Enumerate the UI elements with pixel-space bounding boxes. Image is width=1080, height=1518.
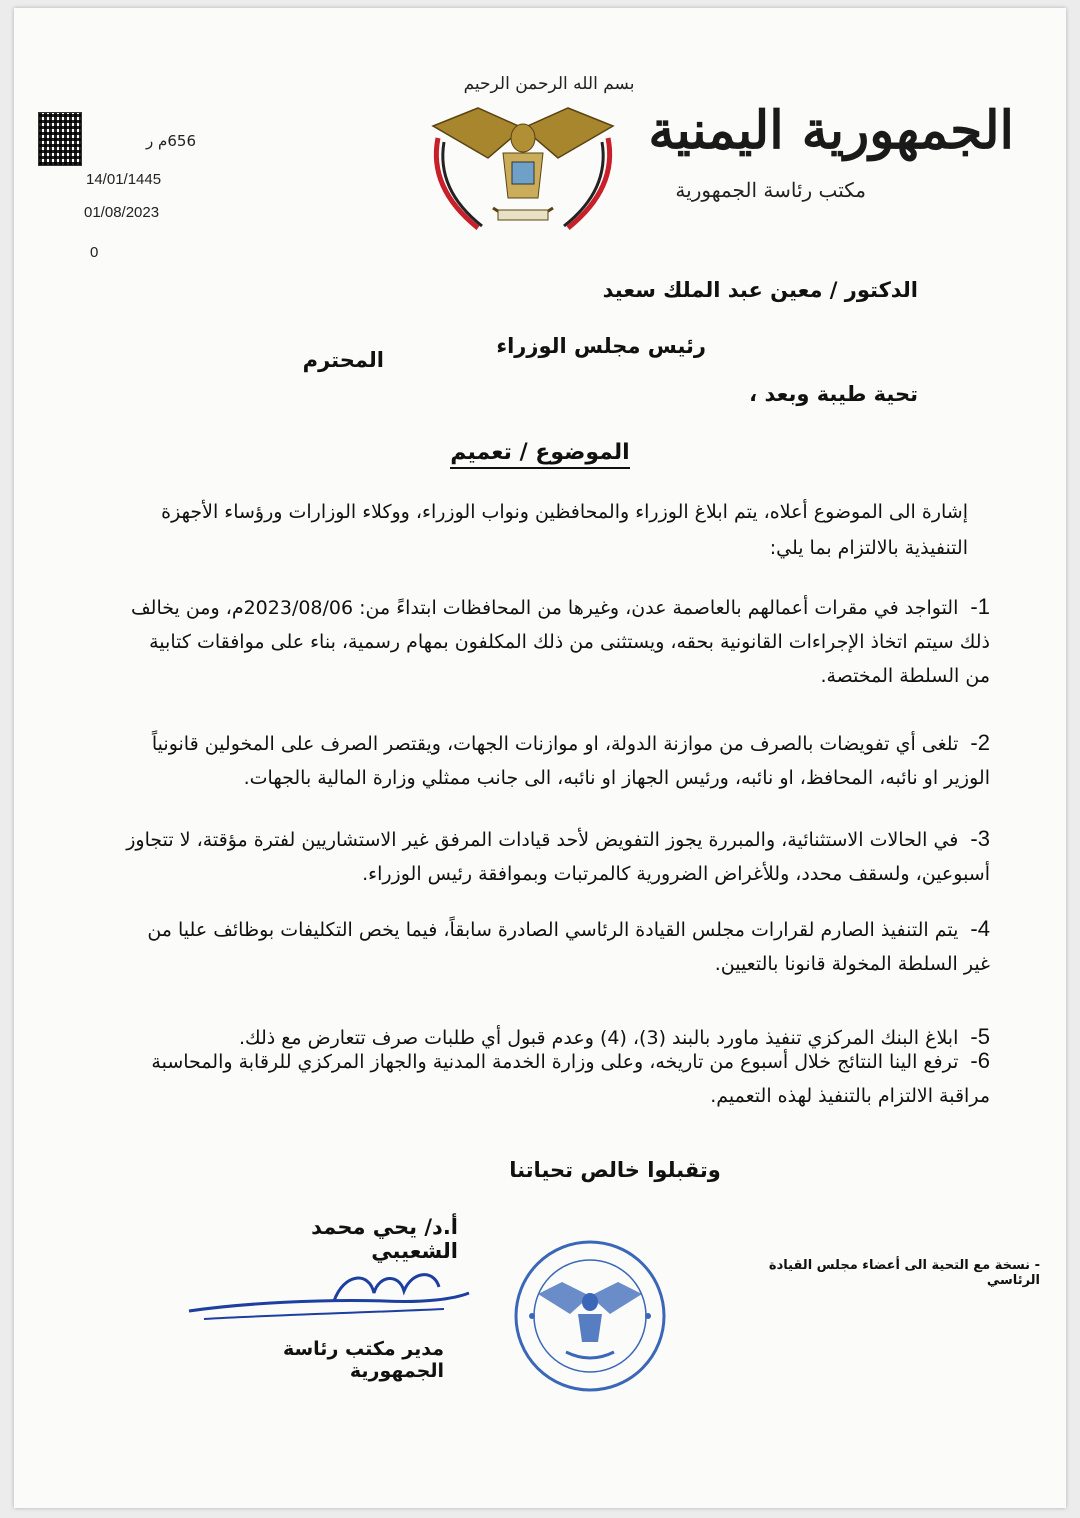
gregorian-date: 01/08/2023 [84,204,160,221]
basmala: بسم الله الرحمن الرحيم [463,74,635,94]
signatory-title: مدير مكتب رئاسة الجمهورية [282,1338,444,1382]
closing-line: وتقبلوا خالص تحياتنا [509,1158,721,1182]
list-item [124,822,990,891]
reference-number: 656م ر [146,132,196,150]
copy-to-note: - نسخة مع التحية الى أعضاء مجلس القيادة الرئاسي [768,1258,1040,1288]
attachments-count: 0 [90,244,99,261]
list-item [124,1044,990,1113]
qr-code [38,112,82,166]
item-number: 1- [970,594,990,619]
handwritten-signature-icon [184,1263,474,1333]
letter-page [14,8,1066,1508]
recipient-name: الدكتور / معين عبد الملك سعيد [602,278,918,302]
item-number: 3- [970,826,990,851]
subject-line [14,440,1066,465]
item-text: تلغى أي تفويضات بالصرف من موازنة الدولة، او موازنات الجهات، ويقتصر الصرف على المخولين قانونياً الوزير او نائبه، المحافظ، او نائبه، ورئيس الجهاز او نائبه، الى جانب ممثلي وزارة المالية بالجهات. [151,733,990,789]
greeting: تحية طيبة وبعد ، [749,382,918,406]
item-text: ترفع الينا النتائج خلال أسبوع من تاريخه، وعلى وزارة الخدمة المدنية والجهاز المركزي للرقابة والمحاسبة مراقبة الالتزام بالتنفيذ لهذه التعميم. [151,1051,990,1107]
item-text: ابلاغ البنك المركزي تنفيذ ماورد بالبند (3)، (4) وعدم قبول أي طلبات صرف تتعارض مع ذلك. [238,1027,959,1049]
republic-title: الجمهورية اليمنية [648,100,1014,161]
hijri-date: 14/01/1445 [86,171,162,188]
list-item [124,726,990,795]
item-number: 2- [970,730,990,755]
list-item [124,912,990,981]
item-number: 5- [970,1024,990,1049]
item-text: في الحالات الاستثنائية، والمبررة يجوز التفويض لأحد قيادات المرفق غير الاستشاريين لفترة مؤقتة، لا تتجاوز أسبوعين، ولسقف محدد، وللأغراض الضرورية كالمرتبات وبموافقة رئيس الوزراء. [126,829,990,885]
item-number: 6- [970,1048,990,1073]
subject-text: الموضوع / تعميم [450,440,629,469]
eagle-emblem-icon [418,98,628,248]
signatory-name: أ.د/ يحي محمد الشعيبي [311,1215,458,1263]
item-text: يتم التنفيذ الصارم لقرارات مجلس القيادة الرئاسي الصادرة سابقاً، فيما يخص التكليفات بوظائف عليا من غير السلطة المخولة قانونا بالتعيين. [147,919,990,975]
item-number: 4- [970,916,990,941]
list-item [124,590,990,693]
intro-paragraph: إشارة الى الموضوع أعلاه، يتم ابلاغ الوزراء والمحافظين ونواب الوزراء، ووكلاء الوزارات ورؤساء الأجهزة التنفيذية بالالتزام بما يلي: [161,501,968,559]
official-stamp-icon [510,1236,670,1396]
item-text: التواجد في مقرات أعمالهم بالعاصمة عدن، وغيرها من المحافظات ابتداءً من: 2023/08/06م، ومن يخالف ذلك سيتم اتخاذ الإجراءات القانونية بحقه، ويستثنى من ذلك المكلفون بمهام رسمية، بناء على موافقات كتابية من السلطة المختصة. [131,597,990,687]
office-subtitle: مكتب رئاسة الجمهورية [675,178,866,202]
honorific: المحترم [302,348,384,372]
recipient-position: رئيس مجلس الوزراء [496,334,706,358]
